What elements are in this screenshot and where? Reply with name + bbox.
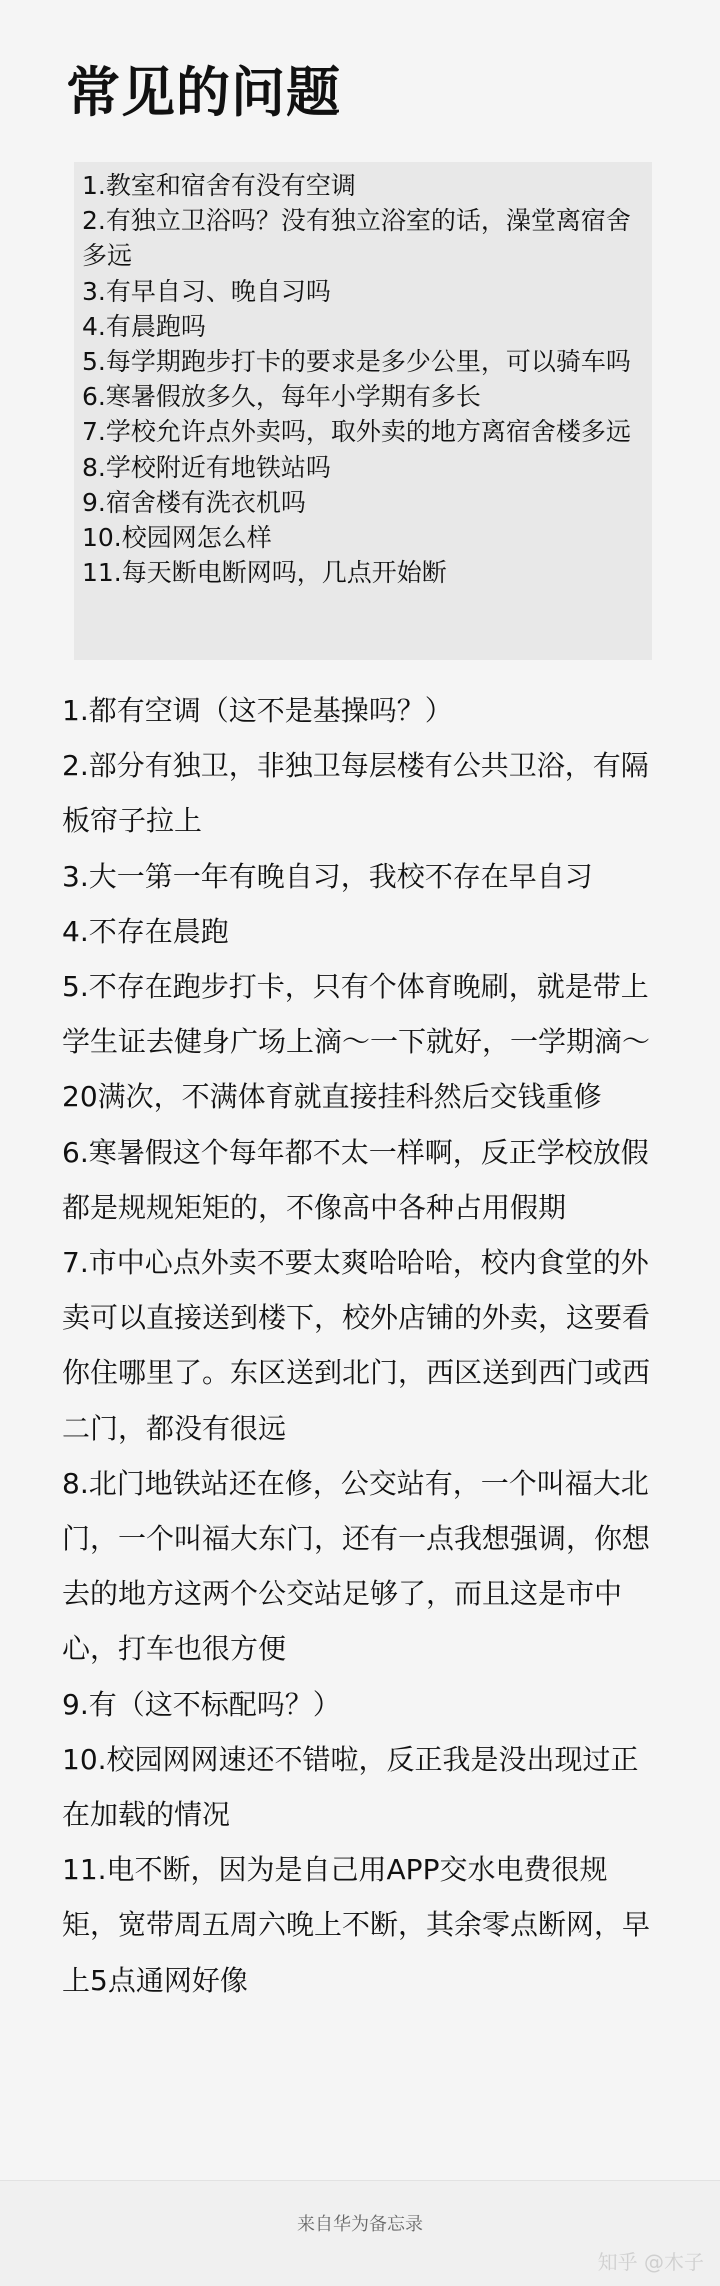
- question-item: 11.每天断电断网吗，几点开始断: [82, 558, 447, 588]
- question-item: 1.教室和宿舍有没有空调: [82, 171, 356, 200]
- answer-item: 6.寒暑假这个每年都不太一样啊，反正学校放假都是规规矩矩的，不像高中各种占用假期: [62, 1135, 649, 1224]
- question-item: 9.宿舍楼有洗衣机吗: [82, 487, 306, 517]
- answer-item: 7.市中心点外卖不要太爽哈哈哈，校内食堂的外卖可以直接送到楼下，校外店铺的外卖，这要看你住哪里了。东区送到北门，西区送到西门或西二门，都没有很远: [62, 1246, 651, 1445]
- answer-item: 8.北门地铁站还在修，公交站有，一个叫福大北门，一个叫福大东门，还有一点我想强调，你想去的地方这两个公交站足够了，而且这是市中心，打车也很方便: [62, 1466, 651, 1666]
- answer-item: 2.部分有独卫，非独卫每层楼有公共卫浴，有隔板帘子拉上: [62, 749, 649, 838]
- question-list: [74, 162, 652, 660]
- answer-item: 11.电不断，因为是自己用APP交水电费很规矩，宽带周五周六晚上不断，其余零点断网，早上5点通网好像: [62, 1853, 651, 1997]
- answer-item: 10.校园网网速还不错啦，反正我是没出现过正在加载的情况: [62, 1742, 639, 1832]
- question-item: 3.有早自习、晚自习吗: [82, 276, 331, 306]
- question-item: 7.学校允许点外卖吗，取外卖的地方离宿舍楼多远: [82, 417, 631, 447]
- question-item: 8.学校附近有地铁站吗: [82, 452, 331, 482]
- question-item: 2.有独立卫浴吗？没有独立浴室的话，澡堂离宿舍多远: [82, 206, 631, 271]
- answer-item: 9.有（这不标配吗？）: [62, 1687, 341, 1721]
- question-item: 10.校园网怎么样: [82, 523, 272, 553]
- footer: [0, 2180, 720, 2286]
- question-item: 4.有晨跑吗: [82, 311, 206, 341]
- source-label: 来自华为备忘录: [297, 2214, 423, 2235]
- page-title: 常见的问题: [66, 61, 341, 124]
- watermark: 知乎 @木子: [597, 2250, 704, 2274]
- answer-item: 5.不存在跑步打卡，只有个体育晚刷，就是带上学生证去健身广场上滴～一下就好，一学期滴～20满次，不满体育就直接挂科然后交钱重修: [62, 970, 651, 1114]
- question-item: 5.每学期跑步打卡的要求是多少公里，可以骑车吗: [82, 347, 631, 377]
- answer-item: 3.大一第一年有晚自习，我校不存在早自习: [62, 859, 593, 893]
- answer-item: 4.不存在晨跑: [62, 914, 229, 948]
- question-item: 6.寒暑假放多久，每年小学期有多长: [82, 382, 481, 412]
- answer-list: [62, 683, 662, 2008]
- answer-item: 1.都有空调（这不是基操吗？）: [62, 694, 453, 727]
